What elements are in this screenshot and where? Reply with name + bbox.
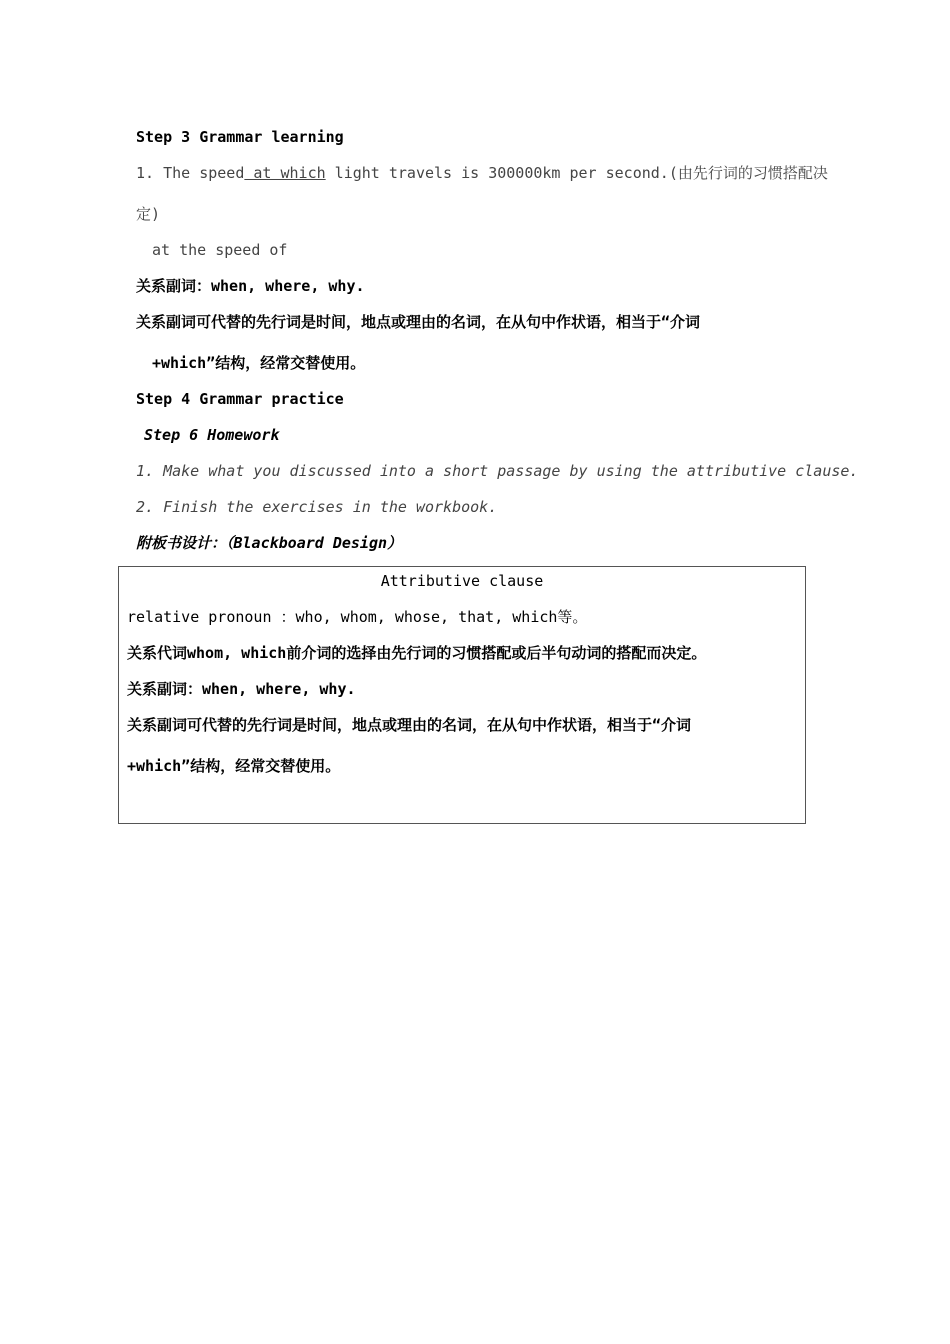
- step3-heading: Step 3 Grammar learning: [136, 128, 344, 146]
- homework-item-2: 2. Finish the exercises in the workbook.: [136, 498, 498, 516]
- homework-item-1: 1. Make what you discussed into a short passage by using the attributive clause.: [136, 462, 859, 480]
- example-underline: at which: [244, 164, 326, 182]
- blackboard-adverbs-desc-1: 关系副词可代替的先行词是时间，地点或理由的名词，在从句中作状语，相当于“介词: [127, 716, 692, 734]
- step4-heading: Step 4 Grammar practice: [136, 390, 344, 408]
- relative-adverbs: 关系副词：when, where, why.: [136, 277, 365, 295]
- example-suffix: light travels is 300000km per second.(由先行词的习惯搭配决: [325, 164, 828, 182]
- example-note: at the speed of: [152, 241, 288, 259]
- blackboard-adverbs-desc-2: +which”结构，经常交替使用。: [127, 757, 341, 775]
- example-sentence: [136, 163, 828, 183]
- step6-heading: Step 6 Homework: [144, 426, 280, 444]
- blackboard-pronoun-desc: 关系代词whom, which前介词的选择由先行词的习惯搭配或后半句动词的搭配而决定。: [127, 644, 707, 662]
- blackboard-box: [118, 566, 806, 824]
- blackboard-title: Attributive clause: [380, 572, 544, 590]
- example-continuation: 定): [136, 205, 161, 223]
- example-prefix: 1. The speed: [136, 164, 245, 182]
- relative-adverbs-desc-2: +which”结构，经常交替使用。: [152, 354, 366, 372]
- relative-adverbs-desc-1: 关系副词可代替的先行词是时间，地点或理由的名词，在从句中作状语，相当于“介词: [136, 313, 701, 331]
- blackboard-pronoun: relative pronoun ：who, whom, whose, that, which等。: [127, 608, 588, 626]
- blackboard-heading: 附板书设计：（Blackboard Design）: [136, 534, 403, 552]
- blackboard-adverbs: 关系副词：when, where, why.: [127, 680, 356, 698]
